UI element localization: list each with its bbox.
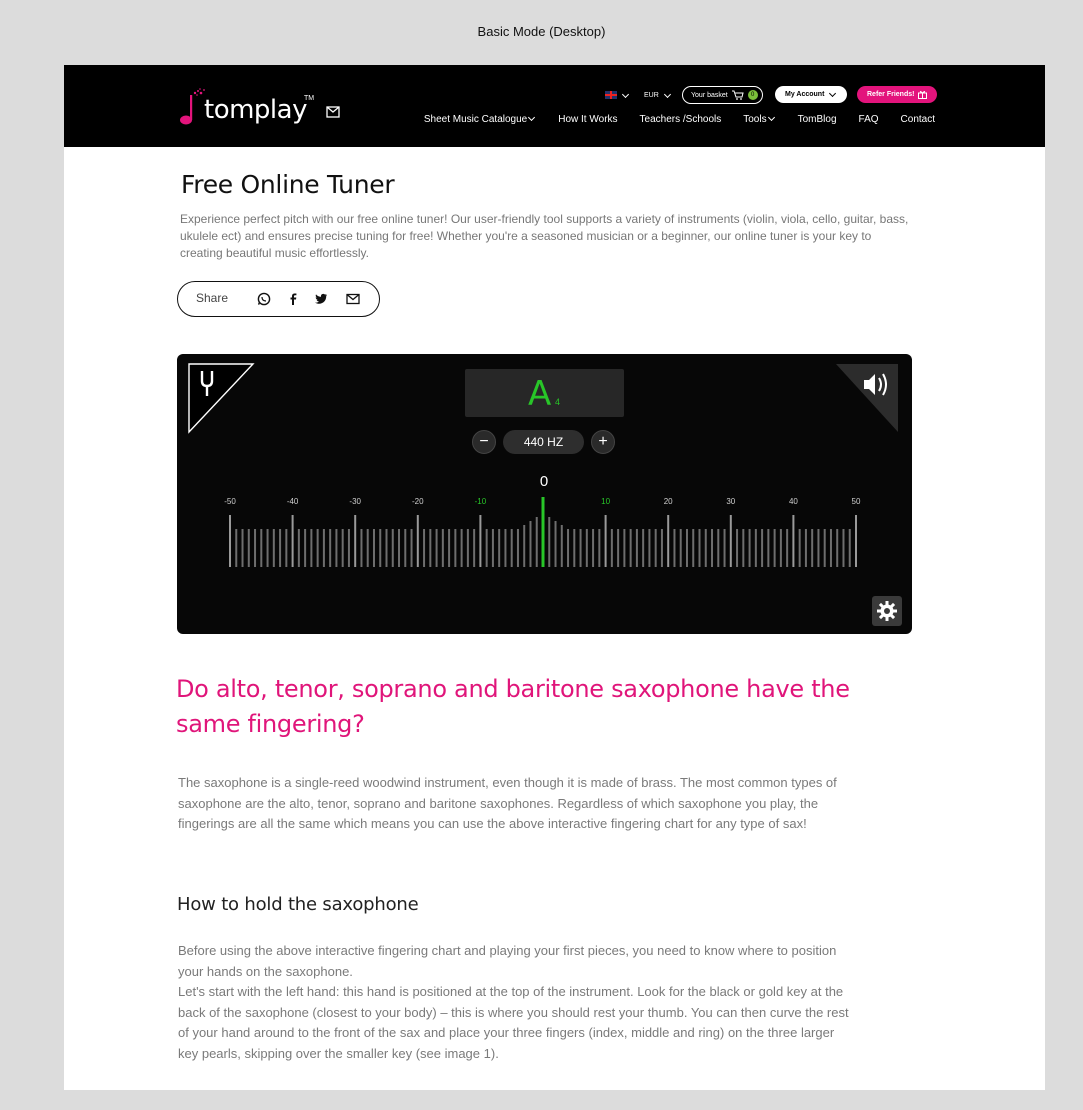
page-title: Free Online Tuner	[181, 170, 395, 199]
scale-tick	[235, 529, 237, 567]
whatsapp-icon[interactable]	[257, 292, 271, 306]
nav-sheet-music[interactable]: Sheet Music Catalogue	[424, 114, 536, 125]
scale-tick	[661, 529, 663, 567]
scale-label: 20	[663, 497, 673, 506]
scale-tick	[749, 529, 751, 567]
scale-tick	[429, 529, 431, 567]
nav-how-it-works[interactable]: How It Works	[558, 114, 618, 125]
scale-tick	[792, 515, 794, 567]
scale-tick	[292, 515, 294, 567]
scale-label: -30	[349, 497, 361, 506]
my-account-button[interactable]	[775, 86, 847, 103]
article-subheading: How to hold the saxophone	[177, 894, 419, 915]
music-note-icon	[178, 87, 206, 127]
browser-frame	[64, 65, 1045, 1090]
scale-tick	[298, 529, 300, 567]
mail-icon[interactable]	[326, 106, 340, 118]
scale-tick	[705, 529, 707, 567]
scale-tick	[761, 529, 763, 567]
scale-tick	[605, 515, 607, 567]
scale-tick	[511, 529, 513, 567]
scale-tick	[348, 529, 350, 567]
scale-tick	[636, 529, 638, 567]
scale-tick	[724, 529, 726, 567]
scale-tick	[442, 529, 444, 567]
scale-tick	[673, 529, 675, 567]
top-header	[64, 65, 1045, 147]
scale-label: 40	[788, 497, 798, 506]
account-label: My Account	[785, 91, 825, 98]
scale-tick	[248, 529, 250, 567]
scale-tick	[692, 529, 694, 567]
email-share-icon[interactable]	[346, 292, 360, 306]
scale-tick	[811, 529, 813, 567]
scale-label: 30	[726, 497, 736, 506]
scale-tick	[755, 529, 757, 567]
scale-tick	[617, 529, 619, 567]
settings-button[interactable]	[872, 596, 902, 626]
intro-text: Experience perfect pitch with our free online tuner! Our user-friendly tool supports a variety of instruments (violin, viola, cello, guitar, bass, ukulele ect) and ensures precise tuning for free! Whether you're a seasoned musician or a beginner, our online tuner is your key to creating beautiful music effortlessly.	[180, 212, 909, 260]
scale-tick	[392, 529, 394, 567]
scale-tick	[836, 529, 838, 567]
scale-tick	[386, 529, 388, 567]
scale-tick	[830, 529, 832, 567]
scale-tick	[767, 529, 769, 567]
brand-name: tomplay	[204, 95, 307, 125]
scale-tick	[310, 529, 312, 567]
trademark: TM	[304, 95, 315, 102]
chevron-down-icon	[528, 114, 535, 121]
scale-label: -20	[412, 497, 424, 506]
scale-tick	[411, 529, 413, 567]
chevron-down-icon	[768, 114, 775, 121]
scale-tick	[548, 517, 550, 567]
scale-tick	[623, 529, 625, 567]
nav-tools[interactable]: Tools	[743, 114, 775, 125]
scale-tick	[373, 529, 375, 567]
nav-tomblog[interactable]: TomBlog	[797, 114, 837, 125]
decrease-reference-button[interactable]: −	[472, 430, 496, 454]
scale-tick	[448, 529, 450, 567]
scale-tick	[736, 529, 738, 567]
scale-tick	[423, 529, 425, 567]
scale-tick	[479, 515, 481, 567]
scale-tick	[323, 529, 325, 567]
scale-tick	[467, 529, 469, 567]
article-heading: Do alto, tenor, soprano and baritone saxophone have the same fingering?	[176, 675, 850, 738]
scale-tick	[523, 525, 525, 567]
scale-tick	[260, 529, 262, 567]
scale-tick	[454, 529, 456, 567]
gift-icon	[918, 90, 927, 99]
scale-tick	[855, 515, 857, 567]
scale-label: 50	[851, 497, 861, 506]
scale-tick	[642, 529, 644, 567]
gear-icon	[876, 600, 898, 622]
scale-tick	[242, 529, 244, 567]
tuning-needle	[542, 497, 545, 567]
nav-teachers-schools[interactable]: Teachers /Schools	[639, 114, 722, 125]
scale-tick	[379, 529, 381, 567]
scale-tick	[786, 529, 788, 567]
scale-tick	[805, 529, 807, 567]
tuning-scale	[177, 354, 912, 634]
cart-icon	[732, 90, 744, 100]
scale-tick	[799, 529, 801, 567]
basket-button[interactable]	[682, 86, 763, 104]
chevron-down-icon	[622, 90, 629, 97]
reference-frequency: 440 HZ	[503, 430, 584, 454]
scale-tick	[417, 515, 419, 567]
scale-tick	[304, 529, 306, 567]
share-label: Share	[196, 291, 229, 305]
share-bar	[177, 281, 380, 317]
paragraph-2-line-b: Let's start with the left hand: this hand is positioned at the top of the instrument. Look for the black or gold key at the back of the saxophone (closest to your body) – this is where you should rest your thumb. You can then curve the rest of your hand around to the front of the sax and place your three fingers (index, middle and ring) on the three larger key pearls, skipping over the smaller key (see image 1).	[178, 984, 849, 1061]
paragraph-2-line-a: Before using the above interactive fingering chart and playing your first pieces, you need to know where to position your hands on the saxophone.	[178, 943, 837, 979]
scale-tick	[586, 529, 588, 567]
chevron-down-icon	[829, 90, 836, 97]
basket-label: Your basket	[691, 91, 728, 99]
article-paragraph-2	[178, 941, 858, 1064]
scale-label: 10	[601, 497, 611, 506]
increase-reference-button[interactable]: +	[591, 430, 615, 454]
currency-label: EUR	[644, 91, 659, 99]
scale-tick	[504, 529, 506, 567]
currency-selector[interactable]	[644, 86, 672, 104]
note-letter: A	[528, 374, 552, 414]
scale-tick	[360, 529, 362, 567]
scale-tick	[680, 529, 682, 567]
scale-tick	[229, 515, 231, 567]
language-selector[interactable]	[605, 86, 630, 104]
scale-tick	[254, 529, 256, 567]
article-paragraph-1: The saxophone is a single-reed woodwind instrument, even though it is made of brass. The most common types of saxophone are the alto, tenor, soprano and baritone saxophones. Regardless of which saxophone you play, the fingerings are all the same which means you can use the above interactive fingering chart for any type of sax!	[178, 775, 837, 831]
tuner-widget	[177, 354, 912, 634]
nav-contact[interactable]: Contact	[900, 114, 935, 125]
scale-tick	[317, 529, 319, 567]
scale-label: -50	[224, 497, 236, 506]
scale-tick	[529, 521, 531, 567]
scale-tick	[555, 521, 557, 567]
scale-tick	[329, 529, 331, 567]
scale-tick	[273, 529, 275, 567]
page-caption: Basic Mode (Desktop)	[477, 24, 606, 39]
scale-tick	[567, 529, 569, 567]
scale-tick	[573, 529, 575, 567]
scale-tick	[630, 529, 632, 567]
facebook-icon[interactable]	[286, 292, 300, 306]
scale-label: -10	[474, 497, 487, 506]
twitter-icon[interactable]	[314, 292, 328, 306]
scale-tick	[667, 515, 669, 567]
scale-tick	[849, 529, 851, 567]
scale-tick	[842, 529, 844, 567]
scale-tick	[536, 517, 538, 567]
scale-tick	[611, 529, 613, 567]
uk-flag-icon	[605, 91, 617, 99]
scale-tick	[367, 529, 369, 567]
scale-tick	[279, 529, 281, 567]
scale-label: -40	[286, 497, 299, 506]
scale-tick	[648, 529, 650, 567]
scale-tick	[780, 529, 782, 567]
scale-tick	[817, 529, 819, 567]
scale-tick	[686, 529, 688, 567]
basket-count-badge: 0	[748, 90, 758, 100]
refer-friends-button[interactable]	[857, 86, 937, 103]
cents-readout: 0	[539, 473, 549, 490]
scale-tick	[267, 529, 269, 567]
scale-tick	[592, 529, 594, 567]
scale-tick	[824, 529, 826, 567]
main-nav	[424, 114, 935, 125]
scale-tick	[398, 529, 400, 567]
scale-tick	[404, 529, 406, 567]
refer-label: Refer Friends!	[867, 91, 915, 98]
chevron-down-icon	[664, 90, 671, 97]
scale-tick	[461, 529, 463, 567]
scale-tick	[742, 529, 744, 567]
scale-tick	[598, 529, 600, 567]
scale-tick	[699, 529, 701, 567]
scale-tick	[711, 529, 713, 567]
scale-tick	[774, 529, 776, 567]
nav-faq[interactable]: FAQ	[858, 114, 879, 125]
scale-tick	[473, 529, 475, 567]
scale-tick	[285, 529, 287, 567]
scale-tick	[486, 529, 488, 567]
note-octave: 4	[555, 397, 561, 407]
scale-tick	[517, 529, 519, 567]
scale-tick	[580, 529, 582, 567]
scale-tick	[717, 529, 719, 567]
scale-tick	[335, 529, 337, 567]
scale-tick	[492, 529, 494, 567]
tomplay-logo[interactable]	[178, 85, 328, 129]
scale-tick	[342, 529, 344, 567]
scale-tick	[436, 529, 438, 567]
scale-tick	[655, 529, 657, 567]
scale-tick	[354, 515, 356, 567]
scale-tick	[561, 525, 563, 567]
scale-tick	[730, 515, 732, 567]
scale-tick	[498, 529, 500, 567]
